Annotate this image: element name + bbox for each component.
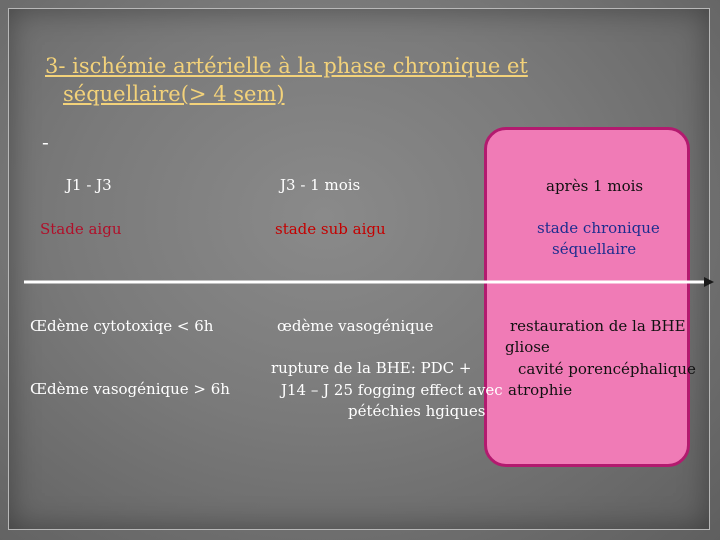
subacute-line-2: J14 – J 25 fogging effect avec [281, 381, 503, 399]
stage-subacute: stade sub aigu [275, 220, 386, 238]
chronic-line-3: cavité porencéphalique [518, 360, 696, 378]
timeline-arrow [24, 277, 714, 287]
stage-chronic-line-2: séquellaire [552, 240, 637, 258]
stage-chronic-line-1: stade chronique [537, 219, 660, 237]
period-j3-1mois: J3 - 1 mois [280, 176, 361, 194]
chronic-line-2: gliose [505, 338, 550, 356]
title-line-2: séquellaire(> 4 sem) [63, 82, 285, 106]
acute-item-vasogenic-edema: Œdème vasogénique > 6h [30, 380, 230, 398]
chronic-line-4: atrophie [508, 381, 573, 399]
slide-title [45, 52, 605, 108]
subacute-line-3: pétéchies hgiques [348, 402, 486, 420]
period-j1-j3: J1 - J3 [66, 176, 112, 194]
chronic-line-1: restauration de la BHE [510, 317, 686, 335]
stage-acute: Stade aigu [40, 220, 122, 238]
bullet-dash: - [42, 130, 49, 154]
acute-item-cytotoxic-edema: Œdème cytotoxiqe < 6h [30, 317, 214, 335]
subacute-line-1: rupture de la BHE: PDC + [271, 359, 472, 377]
period-apres-1mois: après 1 mois [546, 177, 644, 195]
title-line-1: 3- ischémie artérielle à la phase chronique et [45, 54, 528, 78]
subacute-item-vasogenic-edema: œdème vasogénique [277, 317, 434, 335]
